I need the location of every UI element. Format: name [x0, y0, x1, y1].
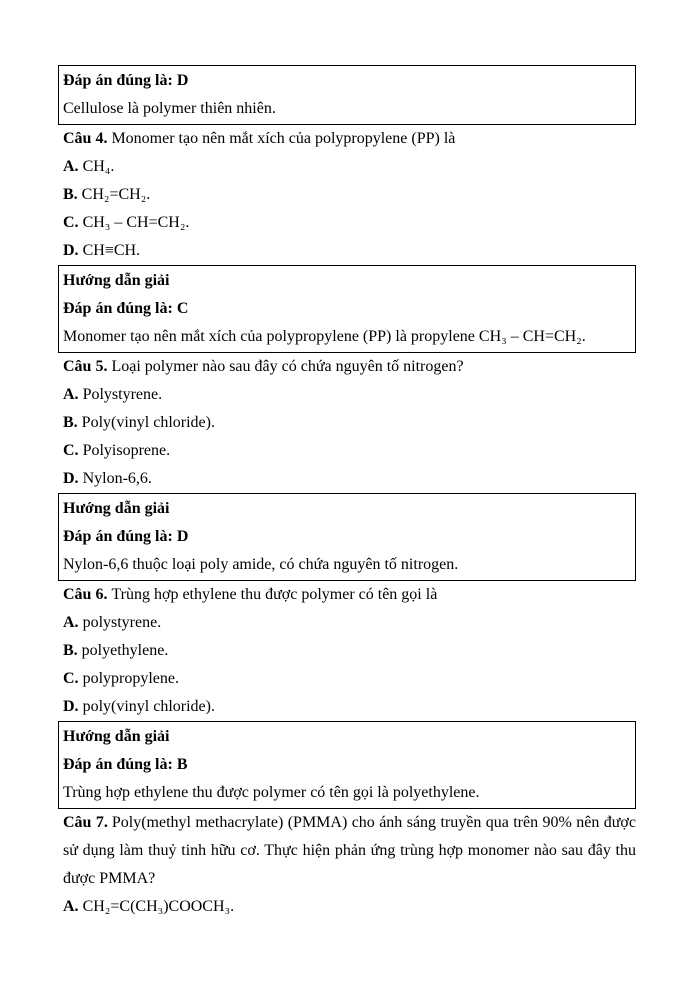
solution-heading	[63, 495, 631, 523]
solution-box-q4	[58, 265, 636, 353]
option-label: A.	[63, 898, 79, 915]
option-text: CH≡CH.	[82, 242, 141, 259]
explanation-text: Cellulose là polymer thiên nhiên.	[63, 100, 276, 117]
solution-box-q3	[58, 65, 636, 125]
solution-heading	[63, 267, 631, 295]
explanation-text: Nylon-6,6 thuộc loại poly amide, có chứa nguyên tố nitrogen.	[63, 556, 459, 573]
question-5-option-c	[63, 437, 636, 465]
option-label: C.	[63, 670, 79, 687]
option-text: CH₃ – CH=CH₂.	[82, 214, 190, 231]
question-5-option-b	[63, 409, 636, 437]
question-5-stem	[63, 353, 636, 381]
question-4-option-d	[63, 237, 636, 265]
explanation-line	[63, 323, 631, 351]
solution-heading	[63, 723, 631, 751]
option-text: CH₂=CH₂.	[81, 186, 151, 203]
explanation-line	[63, 551, 631, 579]
answer-line	[63, 751, 631, 779]
option-label: B.	[63, 642, 78, 659]
answer-text: Đáp án đúng là: B	[63, 756, 188, 773]
option-label: D.	[63, 470, 79, 487]
question-7-stem	[63, 809, 636, 893]
answer-line	[63, 523, 631, 551]
option-label: D.	[63, 242, 79, 259]
option-label: A.	[63, 386, 79, 403]
question-4-label: Câu 4.	[63, 130, 108, 147]
question-6-option-b	[63, 637, 636, 665]
option-text: polypropylene.	[82, 670, 179, 687]
option-text: Polystyrene.	[82, 386, 163, 403]
option-label: D.	[63, 698, 79, 715]
solution-heading-text: Hướng dẫn giải	[63, 728, 170, 745]
question-6-stem	[63, 581, 636, 609]
option-text: poly(vinyl chloride).	[82, 698, 215, 715]
question-5-text: Loại polymer nào sau đây có chứa nguyên tố nitrogen?	[111, 358, 464, 375]
question-7-label: Câu 7.	[63, 814, 108, 831]
option-label: C.	[63, 214, 79, 231]
question-4-option-b	[63, 181, 636, 209]
solution-box-q5	[58, 493, 636, 581]
question-6-option-d	[63, 693, 636, 721]
question-6-option-c	[63, 665, 636, 693]
explanation-line	[63, 779, 631, 807]
answer-text: Đáp án đúng là: D	[63, 72, 189, 89]
solution-box-q6	[58, 721, 636, 809]
option-text: Polyisoprene.	[82, 442, 171, 459]
option-text: Poly(vinyl chloride).	[81, 414, 215, 431]
option-label: A.	[63, 158, 79, 175]
question-6-text: Trùng hợp ethylene thu được polymer có tên gọi là	[111, 586, 438, 603]
option-text: polystyrene.	[82, 614, 162, 631]
option-label: C.	[63, 442, 79, 459]
question-4-text: Monomer tạo nên mắt xích của polypropylene (PP) là	[111, 130, 456, 147]
question-4-option-a	[63, 153, 636, 181]
question-5-option-a	[63, 381, 636, 409]
question-5-option-d	[63, 465, 636, 493]
explanation-line	[63, 95, 631, 123]
question-7-text: Poly(methyl methacrylate) (PMMA) cho ánh sáng truyền qua trên 90% nên được sử dụng làm thuỷ tinh hữu cơ. Thực hiện phản ứng trùng hợp monomer nào sau đây thu được PMMA?	[63, 814, 636, 887]
answer-text: Đáp án đúng là: D	[63, 528, 189, 545]
question-4-option-c	[63, 209, 636, 237]
explanation-text: Trùng hợp ethylene thu được polymer có tên gọi là polyethylene.	[63, 784, 480, 801]
option-label: B.	[63, 414, 78, 431]
option-label: B.	[63, 186, 78, 203]
question-5-label: Câu 5.	[63, 358, 108, 375]
question-6-label: Câu 6.	[63, 586, 108, 603]
answer-text: Đáp án đúng là: C	[63, 300, 189, 317]
question-7-option-a	[63, 893, 636, 921]
page-content	[63, 65, 636, 921]
question-6-option-a	[63, 609, 636, 637]
option-text: CH₄.	[82, 158, 115, 175]
answer-line	[63, 67, 631, 95]
option-text: CH₂=C(CH₃)COOCH₃.	[82, 898, 235, 915]
solution-heading-text: Hướng dẫn giải	[63, 272, 170, 289]
question-4-stem	[63, 125, 636, 153]
answer-line	[63, 295, 631, 323]
option-text: polyethylene.	[81, 642, 169, 659]
explanation-text: Monomer tạo nên mắt xích của polypropylene (PP) là propylene CH₃ – CH=CH₂.	[63, 328, 586, 345]
option-label: A.	[63, 614, 79, 631]
option-text: Nylon-6,6.	[82, 470, 152, 487]
solution-heading-text: Hướng dẫn giải	[63, 500, 170, 517]
